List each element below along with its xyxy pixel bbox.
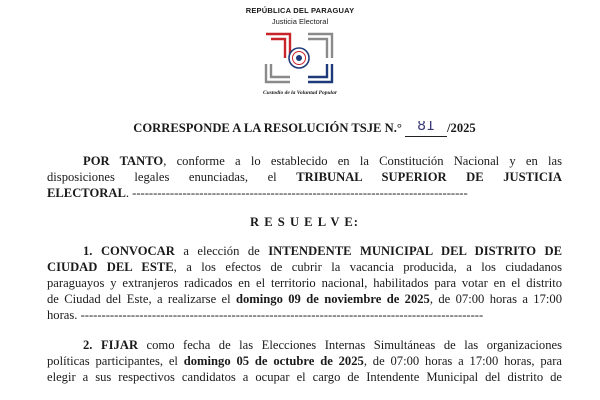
article-1-line-5: horas. ------------------------------------------------------------------------------------------------ xyxy=(47,308,484,322)
resolution-reference: CORRESPONDE A LA RESOLUCIÓN TSJE N.° 81 /2025 xyxy=(133,121,476,135)
por-tanto-line-1: POR TANTO, conforme a lo establecido en la Constitución Nacional y en las xyxy=(83,154,562,168)
justicia-electoral-logo-icon xyxy=(262,28,336,88)
letterhead xyxy=(0,0,600,108)
republic-name: REPÚBLICA DEL PARAGUAY xyxy=(245,6,355,15)
institution-name: Justicia Electoral xyxy=(271,17,329,26)
institution-motto: Custodio de la Voluntad Popular xyxy=(263,90,337,96)
article-2-line-3: elegir a sus respectivos candidatos a ocupar el cargo de Intendente Municipal del distrito de xyxy=(47,370,562,384)
por-tanto-line-2: disposiciones legales enunciadas, el TRIBUNAL SUPERIOR DE JUSTICIA xyxy=(47,170,562,184)
resuelve-heading: R E S U E L V E: xyxy=(250,215,359,229)
article-1-line-4: de Ciudad del Este, a realizarse el domingo 09 de noviembre de 2025, de 07:00 horas a 17:00 xyxy=(47,292,562,306)
article-1-line-1: 1. CONVOCAR a elección de INTENDENTE MUNICIPAL DEL DISTRITO DE xyxy=(83,244,562,258)
article-2-line-2: políticas participantes, el domingo 05 de octubre de 2025, de 07:00 horas a 17:00 horas, para xyxy=(47,354,562,368)
article-1-line-2: CIUDAD DEL ESTE, a los efectos de cubrir la vacancia producida, a los ciudadanos xyxy=(47,260,562,274)
por-tanto-line-3: ELECTORAL. -------------------------------------------------------------------------------- xyxy=(47,186,468,200)
article-2-line-1: 2. FIJAR como fecha de las Elecciones Internas Simultáneas de las organizaciones xyxy=(83,338,562,352)
article-1-line-3: paraguayos y extranjeros radicados en el territorio nacional, habilitados para votar en el distrito xyxy=(47,276,562,290)
resolution-number: 81 xyxy=(405,121,447,137)
